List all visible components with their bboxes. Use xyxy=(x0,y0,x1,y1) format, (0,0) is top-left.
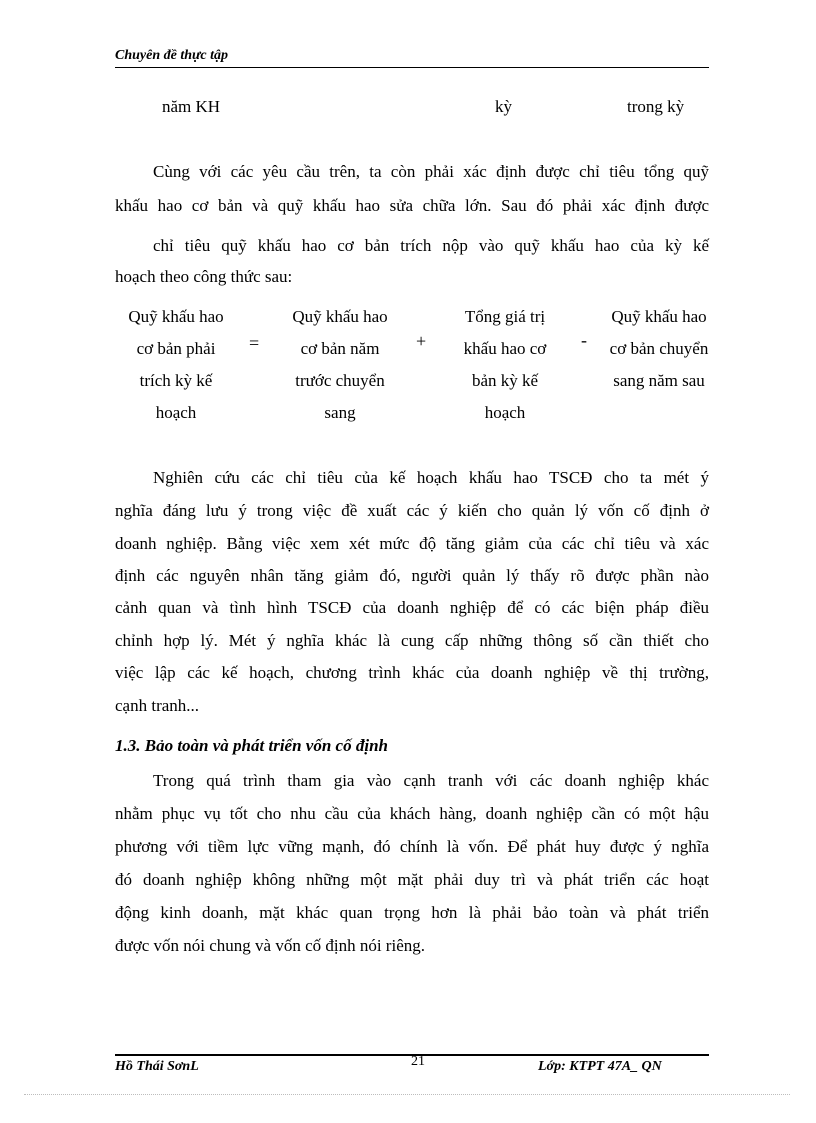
header-title: Chuyên đề thực tập xyxy=(115,48,229,63)
paragraph-line: chỉ tiêu quỹ khấu hao cơ bản trích nộp vào quỹ khấu hao của kỳ kế xyxy=(153,236,709,255)
formula-term-line: Quỹ khấu hao xyxy=(292,307,388,326)
page-number: 21 xyxy=(411,1054,425,1069)
paragraph-line: phương với tiềm lực vững mạnh, đó chính là vốn. Để phát huy được ý nghĩa xyxy=(115,837,709,856)
formula-term-2 xyxy=(276,301,404,429)
formula-term-line: khấu hao cơ xyxy=(463,339,547,358)
paragraph-line: khấu hao cơ bản và quỹ khấu hao sửa chữa lớn. Sau đó phải xác định được xyxy=(115,196,709,215)
formula-term-line: cơ bản phải xyxy=(136,339,216,358)
formula-term-1 xyxy=(112,301,240,429)
paragraph-line: được vốn nói chung và vốn cố định nói riêng. xyxy=(115,936,425,955)
header-divider xyxy=(115,67,709,68)
formula-term-line: cơ bản chuyển xyxy=(609,339,709,358)
paragraph-line: động kinh doanh, mặt khác quan trọng hơn là phải bảo toàn và phát triển xyxy=(115,903,709,922)
formula-term-line: sang xyxy=(324,403,356,422)
paragraph-line: nhằm phục vụ tốt cho nhu cầu của khách hàng, doanh nghiệp cần có một hậu xyxy=(115,804,709,823)
formula-term-line: Quỹ khấu hao xyxy=(128,307,224,326)
formula-term-line: sang năm sau xyxy=(613,371,705,390)
paragraph-line: hoạch theo công thức sau: xyxy=(115,267,293,286)
top-row-col2: kỳ xyxy=(495,97,512,116)
formula-term-line: trước chuyển xyxy=(295,371,385,390)
paragraph-line: doanh nghiệp. Bằng việc xem xét mức độ tăng giảm của các chỉ tiêu và xác xyxy=(115,534,709,553)
formula-term-line: hoạch xyxy=(484,403,526,422)
paragraph-line: cảnh quan và tình hình TSCĐ của doanh nghiệp để có các biện pháp điều xyxy=(115,598,709,617)
formula-plus: + xyxy=(416,331,427,351)
paragraph-line: Nghiên cứu các chỉ tiêu của kế hoạch khấu hao TSCĐ cho ta mét ý xyxy=(153,468,709,487)
formula-term-line: Quỹ khấu hao xyxy=(611,307,707,326)
paragraph-line: cạnh tranh... xyxy=(115,696,200,715)
formula-term-line: trích kỳ kế xyxy=(139,371,213,390)
formula-term-3 xyxy=(441,301,569,429)
paragraph-line: Trong quá trình tham gia vào cạnh tranh với các doanh nghiệp khác xyxy=(153,771,709,790)
formula-term-line: Tổng giá trị xyxy=(464,307,546,326)
paragraph-line: định các nguyên nhân tăng giảm đó, người quản lý thấy rõ được phần nào xyxy=(115,566,709,585)
page-bottom-border xyxy=(24,1094,790,1095)
formula-term-line: cơ bản năm xyxy=(300,339,380,358)
formula-term-line: bản kỳ kế xyxy=(471,371,539,390)
top-row-col1: năm KH xyxy=(162,97,221,116)
paragraph-line: đó doanh nghiệp không những một mặt phải duy trì và phát triển các hoạt xyxy=(115,870,709,889)
footer-author: Hồ Thái SơnL xyxy=(115,1059,199,1074)
paragraph-line: nghĩa đáng lưu ý trong việc đề xuất các ý kiến cho quản lý vốn cố định ở xyxy=(115,501,709,520)
paragraph-line: Cùng với các yêu cầu trên, ta còn phải xác định được chỉ tiêu tổng quỹ xyxy=(153,162,709,181)
formula-term-4 xyxy=(596,301,722,397)
top-row-col3: trong kỳ xyxy=(627,97,685,116)
paragraph-line: việc lập các kế hoạch, chương trình khác của doanh nghiệp về thị trường, xyxy=(115,663,709,682)
formula-equals: = xyxy=(249,333,260,353)
section-heading: 1.3. Bảo toàn và phát triển vốn cố định xyxy=(115,736,388,755)
footer-class: Lớp: KTPT 47A_ QN xyxy=(538,1059,662,1074)
formula-term-line: hoạch xyxy=(155,403,197,422)
formula-minus: - xyxy=(581,330,587,350)
paragraph-line: chỉnh hợp lý. Mét ý nghĩa khác là cung cấp những thông số cần thiết cho xyxy=(115,631,709,650)
